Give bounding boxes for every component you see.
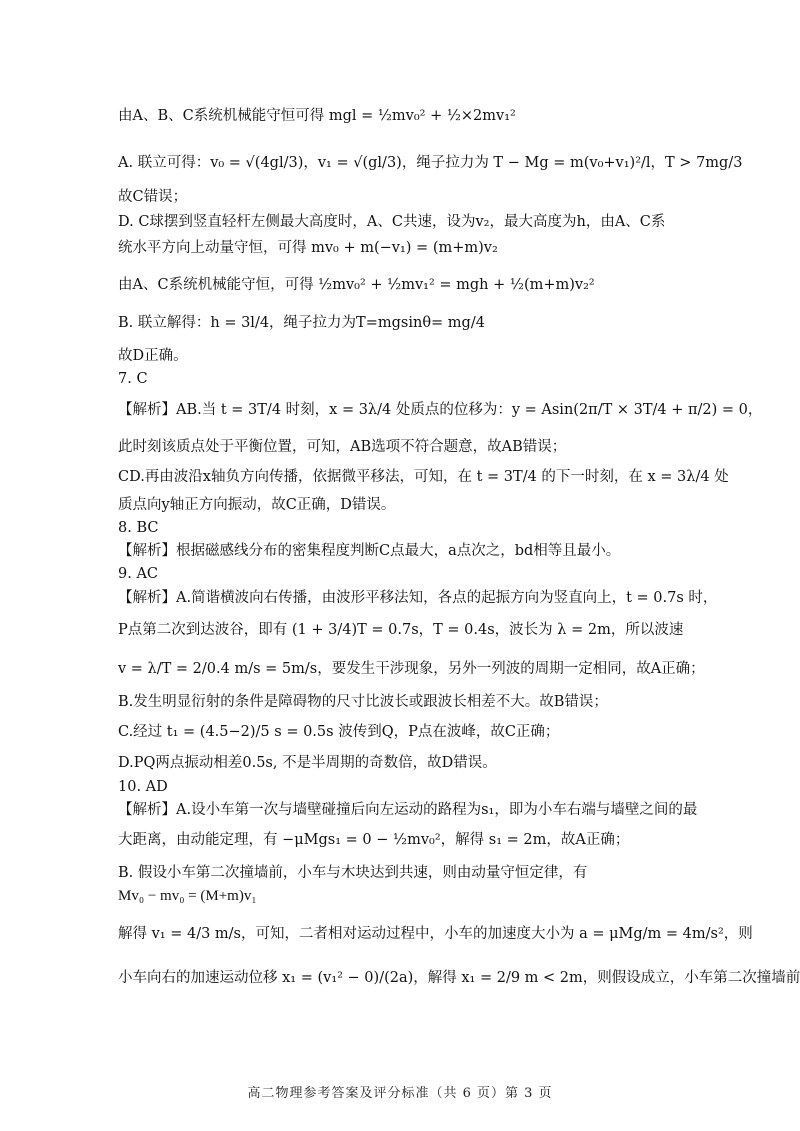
equation-line: Mv₀ − mv₀ = (M+m)v₁ [118,888,257,904]
text-line: v = λ/T = 2/0.4 m/s = 5m/s，要发生干涉现象，另外一列波的周期一定相同，故A正确； [118,661,705,677]
text-line: 此时刻该质点处于平衡位置，可知，AB选项不符合题意，故AB错误； [118,439,567,455]
text-line: CD.再由波沿x轴负方向传播，依据微平移法，可知，在 t = 3T/4 的下一时刻，在 x = 3λ/4 处 [118,469,729,485]
text-line: 【解析】A.设小车第一次与墙壁碰撞后向左运动的路程为s₁，即为小车右端与墙壁之间的最 [118,802,698,818]
text-line: D. C球摆到竖直轻杆左侧最大高度时，A、C共速，设为v₂，最大高度为h，由A、C系 [118,214,666,230]
text-line: B.发生明显衍射的条件是障碍物的尺寸比波长或跟波长相差不大。故B错误； [118,694,608,710]
text-line: 由A、C系统机械能守恒，可得 ½mv₀² + ½mv₁² = mgh + ½(m+m)v₂² [118,277,595,293]
text-line: 大距离，由动能定理，有 −μMgs₁ = 0 − ½mv₀²，解得 s₁ = 2m，故A正确； [118,832,630,848]
question-number: 8. BC [118,520,159,536]
question-number: 7. C [118,371,148,387]
text-line: 解得 v₁ = 4/3 m/s，可知，二者相对运动过程中，小车的加速度大小为 a = μMg/m = 4m/s²，则 [118,926,753,942]
text-line: 统水平方向上动量守恒，可得 mv₀ + m(−v₁) = (m+m)v₂ [118,240,498,256]
text-line: B. 假设小车第二次撞墙前，小车与木块达到共速，则由动量守恒定律，有 [118,865,588,881]
text-line: 小车向右的加速运动位移 x₁ = (v₁² − 0)/(2a)，解得 x₁ = 2/9 m < 2m，则假设成立，小车第二次撞墙前 [118,970,800,986]
text-line: 【解析】AB.当 t = 3T/4 时刻，x = 3λ/4 处质点的位移为：y = Asin(2π/T × 3T/4 + π/2) = 0， [118,402,763,418]
text-line: 【解析】A.简谐横波向右传播，由波形平移法知，各点的起振方向为竖直向上，t = 0.7s 时， [118,590,718,606]
question-number: 9. AC [118,566,159,582]
question-number: 10. AD [118,779,168,795]
text-line: P点第二次到达波谷，即有 (1 + 3/4)T = 0.7s，T = 0.4s，波长为 λ = 2m，所以波速 [118,622,684,638]
text-line: 故D正确。 [118,348,188,364]
text-line: 质点向y轴正方向振动，故C正确，D错误。 [118,497,396,513]
text-line: B. 联立解得：h = 3l/4，绳子拉力为T=mgsinθ= mg/4 [118,315,485,331]
text-line: A. 联立可得：v₀ = √(4gl/3)，v₁ = √(gl/3)，绳子拉力为 T − Mg = m(v₀+v₁)²/l，T > 7mg/3 [118,155,743,171]
text-line: D.PQ两点振动相差0.5s, 不是半周期的奇数倍，故D错误。 [118,755,497,771]
page-footer: 高二物理参考答案及评分标准（共 6 页）第 3 页 [247,1086,553,1101]
text-line: 故C错误； [118,189,188,205]
text-line: 【解析】根据磁感线分布的密集程度判断C点最大，a点次之，bd相等且最小。 [118,543,621,559]
text-line: 由A、B、C系统机械能守恒可得 mgl = ½mv₀² + ½×2mv₁² [118,108,516,124]
text-line: C.经过 t₁ = (4.5−2)/5 s = 0.5s 波传到Q，P点在波峰，故C正确； [118,724,560,740]
